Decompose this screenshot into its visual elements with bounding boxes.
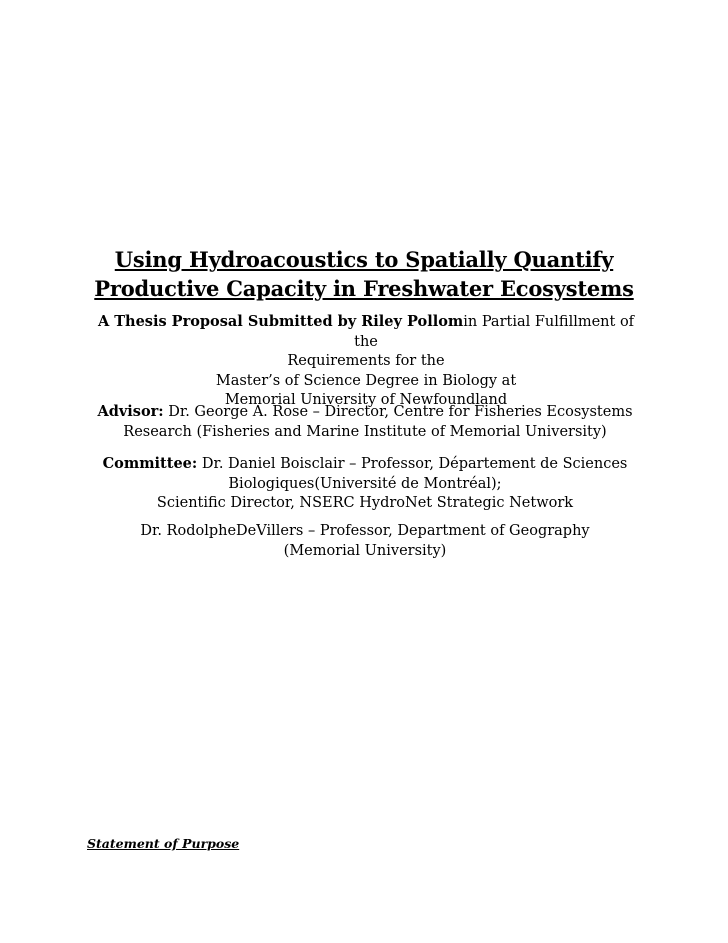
proposal-line-3: Master’s of Science Degree in Biology at — [215, 372, 517, 389]
proposal-statement — [86, 312, 646, 411]
proposal-author: A Thesis Proposal Submitted by Riley Pollom — [97, 313, 464, 330]
committee-line-1 — [80, 454, 650, 475]
committee-line-2: Biologiques(Université de Montréal); — [228, 475, 502, 492]
thesis-title — [60, 245, 668, 303]
committee-block — [80, 454, 650, 514]
committee-member-2-line-1: Dr. RodolpheDeVillers – Professor, Department of Geography — [140, 523, 590, 539]
title-line-2: Productive Capacity in Freshwater Ecosystems — [94, 276, 634, 301]
advisor-line-2: Research (Fisheries and Marine Institute of Memorial University) — [123, 423, 607, 440]
proposal-line-2: Requirements for the — [287, 353, 445, 369]
proposal-line-4: Memorial University of Newfoundland — [224, 392, 508, 408]
section-heading: Statement of Purpose — [87, 836, 240, 851]
advisor-line-1 — [80, 402, 650, 423]
advisor-block — [80, 402, 650, 442]
advisor-name: Dr. George A. Rose – Director, Centre for Fisheries Ecosystems — [163, 404, 633, 420]
committee-member-1: Dr. Daniel Boisclair – Professor, Département de Sciences — [197, 456, 628, 472]
committee-member-2-block — [80, 522, 650, 561]
committee-label: Committee: — [102, 455, 198, 472]
advisor-label: Advisor: — [97, 403, 164, 420]
proposal-line-1 — [86, 312, 646, 352]
committee-line-3: Scientific Director, NSERC HydroNet Strategic Network — [156, 495, 574, 511]
proposal-line-1-rest: in Partial Fulfillment of the — [354, 314, 635, 350]
committee-member-2-line-2: (Memorial University) — [283, 542, 447, 559]
title-line-1: Using Hydroacoustics to Spatially Quantify — [114, 247, 614, 272]
